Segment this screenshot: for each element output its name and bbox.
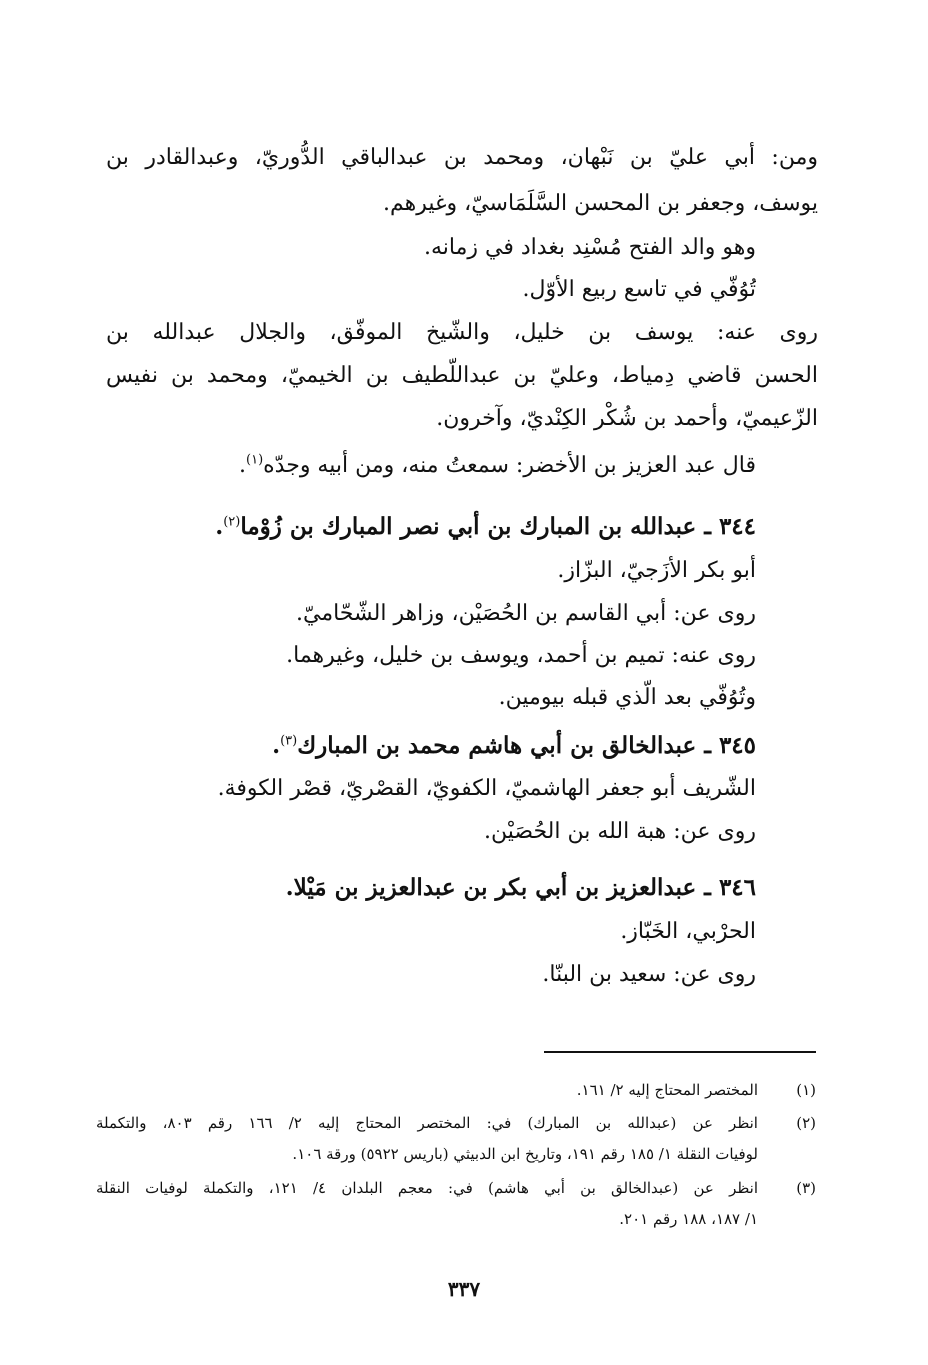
footnote-1 <box>96 1075 816 1106</box>
footnote-ref: (١) <box>246 452 264 468</box>
body-line: الحسن قاضي دِمياط، وعليّ بن عبداللّطيف بن الخيميّ، ومحمد بن نفيس <box>106 363 818 388</box>
body-line: الشّريف أبو جعفر الهاشميّ، الكفويّ، القصْريّ، قصْر الكوفة. <box>217 776 756 801</box>
footnote-line: المختصر المحتاج إليه ٢/ ١٦١. <box>576 1081 758 1099</box>
body-line: روى عن: هبة الله بن الحُصَيْن. <box>484 819 756 844</box>
body-line: روى عنه: تميم بن أحمد، ويوسف بن خليل، وغيرهما. <box>286 643 756 668</box>
footnote-line: انظر عن (عبدالخالق بن أبي هاشم) في: معجم البلدان ٤/ ١٢١، والتكملة لوفيات النقلة <box>96 1179 758 1197</box>
body-line: روى عنه: يوسف بن خليل، والشّيخ الموفّق، والجلال عبدالله بن <box>106 320 818 345</box>
footnote-separator <box>544 1051 816 1053</box>
body-line <box>106 444 756 488</box>
footnote-text <box>96 1108 758 1170</box>
entry-heading-346: ٣٤٦ ـ عبدالعزيز بن أبي بكر بن عبدالعزيز بن مَيْلا. <box>285 874 756 901</box>
footnote-2 <box>96 1108 816 1170</box>
body-line: وتُوُفّي بعد الّذي قبله بيومين. <box>498 685 756 710</box>
footnote-number: (١) <box>796 1081 816 1099</box>
footnote-text <box>96 1173 758 1235</box>
footnote-line: ١/ ١٨٧، ١٨٨ رقم ٢٠١. <box>619 1210 758 1228</box>
footnote-line: انظر عن (عبدالله بن المبارك) في: المختصر المحتاج إليه ٢/ ١٦٦ رقم ٨٠٣، والتكملة <box>96 1114 758 1132</box>
footnote-line: لوفيات النقلة ١/ ١٨٥ رقم ١٩١، وتاريخ ابن الدبيثي (باريس ٥٩٢٢) ورقة ١٠٦. <box>292 1145 758 1163</box>
entry-heading-344 <box>106 505 756 549</box>
body-line: الحرْبي، الخَبّاز. <box>620 919 756 944</box>
footnote-number: (٣) <box>796 1179 816 1197</box>
body-line: أبو بكر الأزَجيّ، البزّاز. <box>557 558 756 583</box>
period: . <box>215 513 224 540</box>
footnote-ref: (٢) <box>223 514 241 530</box>
footnote-ref: (٣) <box>280 733 298 749</box>
body-line: يوسف، وجعفر بن المحسن السَّلَمَاسيّ، وغيرهم. <box>382 191 818 216</box>
page-number: ٣٣٧ <box>447 1277 481 1301</box>
entry-heading-345 <box>106 724 756 768</box>
body-line: وهو والد الفتح مُسْنِد بغداد في زمانه. <box>424 235 756 260</box>
body-line: الزّعيميّ، وأحمد بن شُكْر الكِنْديّ، وآخرون. <box>436 406 818 431</box>
body-line: روى عن: سعيد بن البنّا. <box>542 962 756 987</box>
entry-heading-text: ٣٤٥ ـ عبدالخالق بن أبي هاشم محمد بن المبارك <box>297 732 756 759</box>
footnote-number: (٢) <box>796 1114 816 1132</box>
footnote-text <box>96 1075 758 1106</box>
body-line: تُوُفّي في تاسع ربيع الأوّل. <box>522 277 756 302</box>
period: . <box>239 453 246 478</box>
footnote-3 <box>96 1173 816 1235</box>
entry-heading-text: ٣٤٤ ـ عبدالله بن المبارك بن أبي نصر المبارك بن زُوْما <box>240 513 756 540</box>
body-line: روى عن: أبي القاسم بن الحُصَيْن، وزاهر الشّحّاميّ. <box>295 601 756 626</box>
body-line-text: قال عبد العزيز بن الأخضر: سمعتُ منه، ومن أبيه وجدّه <box>263 453 756 478</box>
body-line: ومن: أبي عليّ بن نَبْهان، ومحمد بن عبدالباقي الدُّوريّ، وعبدالقادر بن <box>106 145 818 170</box>
period: . <box>272 732 281 759</box>
